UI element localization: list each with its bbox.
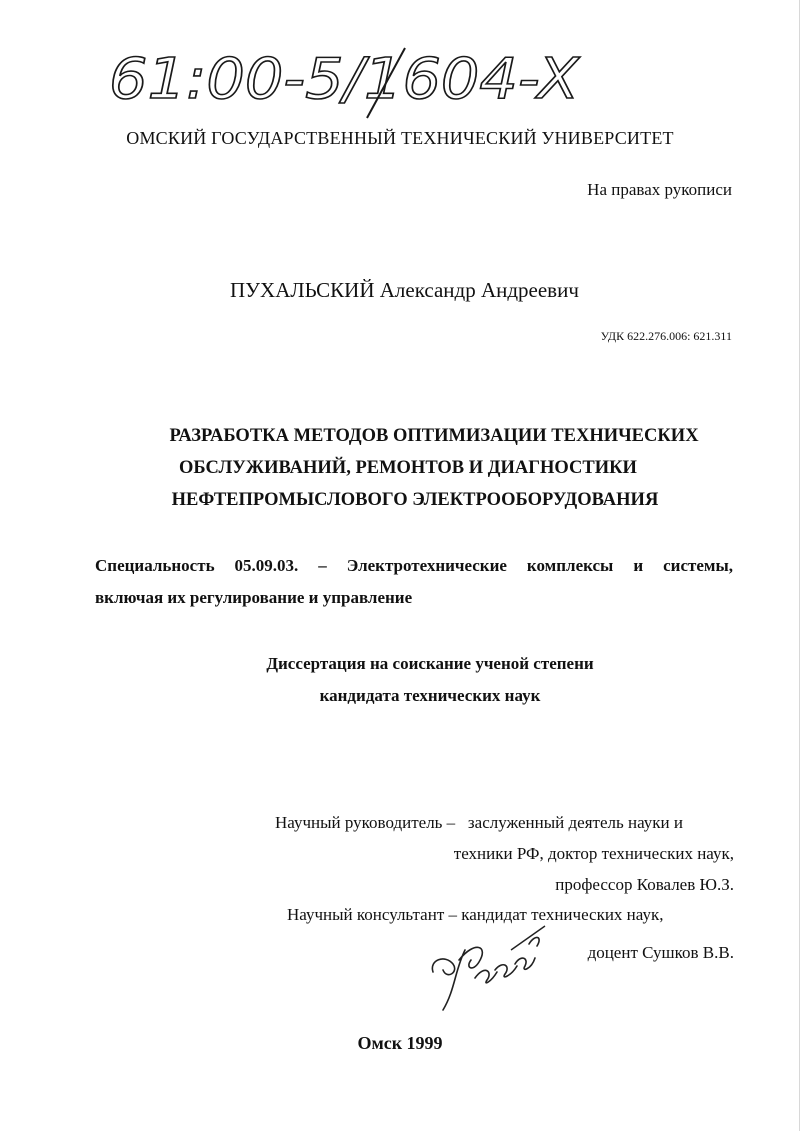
supervisor-line: профессор Ковалев Ю.З. — [555, 875, 734, 894]
author-name: ПУХАЛЬСКИЙ Александр Андреевич — [230, 278, 579, 302]
dissertation-title — [0, 420, 800, 516]
consultant-line: доцент Сушков В.В. — [587, 943, 734, 962]
handwritten-signature — [425, 920, 555, 1015]
title-line: РАЗРАБОТКА МЕТОДОВ ОПТИМИЗАЦИИ ТЕХНИЧЕСКИХ — [169, 426, 699, 446]
manuscript-note: На правах рукописи — [587, 180, 732, 199]
specialty-line: включая их регулирование и управление — [95, 588, 413, 607]
city-year: Омск 1999 — [357, 1033, 443, 1053]
supervisor-line: Научный руководитель – заслуженный деятель науки и — [275, 813, 683, 832]
supervisor-line: техники РФ, доктор технических наук, — [453, 844, 734, 863]
title-line: НЕФТЕПРОМЫСЛОВОГО ЭЛЕКТРООБОРУДОВАНИЯ — [171, 490, 659, 510]
handwritten-registration-number — [105, 40, 605, 120]
degree-statement — [0, 648, 800, 712]
degree-line: Диссертация на соискание ученой степени — [266, 654, 594, 673]
handwritten-code-text: 61:00-5/1604-X — [109, 47, 581, 112]
university-name: ОМСКИЙ ГОСУДАРСТВЕННЫЙ ТЕХНИЧЕСКИЙ УНИВЕРСИТЕТ — [126, 128, 674, 148]
specialty — [95, 550, 733, 614]
specialty-line: Специальность 05.09.03. – Электротехнические комплексы и системы, — [95, 556, 733, 575]
degree-line: кандидата технических наук — [319, 686, 541, 705]
title-line: ОБСЛУЖИВАНИЙ, РЕМОНТОВ И ДИАГНОСТИКИ — [179, 458, 637, 478]
udk-code: УДК 622.276.006: 621.311 — [600, 329, 732, 343]
consultant-line: Научный консультант – кандидат технических наук, — [287, 905, 664, 924]
